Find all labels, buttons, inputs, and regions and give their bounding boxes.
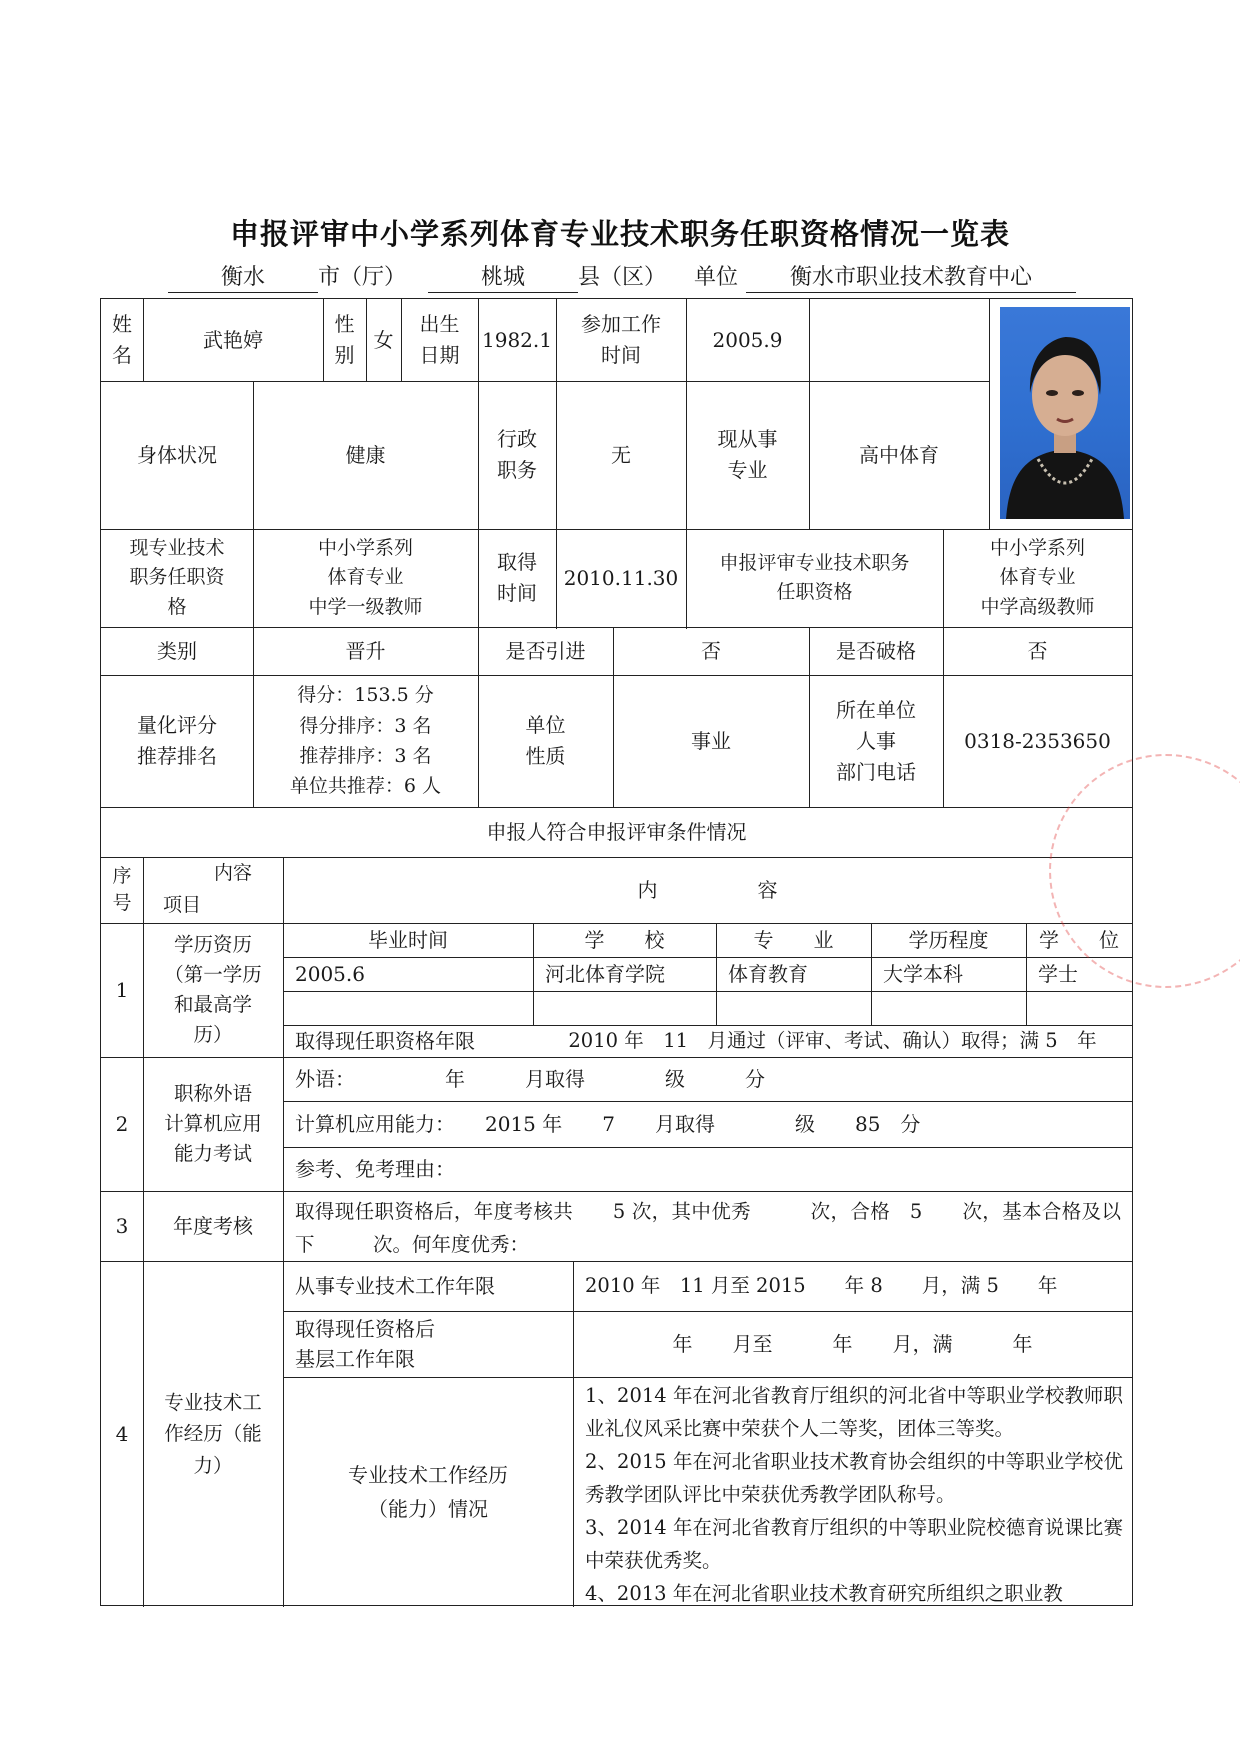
category-value: 晋升 [345, 638, 386, 663]
apply-title-value: 中小学系列 体育专业 中学高级教师 [980, 536, 1095, 618]
unit-nature-label: 单位 性质 [525, 713, 566, 768]
base-work-years-value: 年 月至 年 月，满 年 [672, 1331, 1033, 1356]
qualification-form [100, 298, 1133, 1606]
birth-label: 出生 日期 [419, 312, 460, 367]
degree-value: 学士 [1038, 961, 1078, 986]
base-work-years-label: 取得现任资格后 基层工作年限 [295, 1317, 435, 1371]
portrait-illustration [1000, 307, 1130, 519]
item-2-number: 2 [115, 1111, 129, 1136]
experience-text: 1、2014 年在河北省教育厅组织的河北省中等职业学校教师职业礼仪风采比赛中荣获个人二等奖，团体三等奖。 2、2015 年在河北省职业技术教育协会组织的中等职业学校优秀教学团队评比中荣获优秀教学团队称号。 3、2014 年在河北省教育厅组织的中等职业院校德育说课比赛中荣获优秀奖。 4、2013 年在河北省职业技术教育研究所组织之职业教 [585, 1384, 1123, 1605]
grad-time-value: 2005.6 [295, 961, 365, 986]
name-label: 姓 名 [112, 312, 132, 367]
level-header: 学历程度 [908, 927, 989, 952]
current-title-label: 现专业技术 职务任职资 格 [129, 536, 225, 618]
phone-value: 0318-2353650 [964, 728, 1111, 753]
item-3-name: 年度考核 [173, 1213, 253, 1238]
birth-value: 1982.1 [482, 327, 552, 352]
obtain-date-value: 2010.11.30 [563, 565, 679, 590]
gender-label: 性 别 [334, 312, 355, 367]
score-value: 得分：153.5 分 得分排序：3 名 推荐排序：3 名 单位共推荐：6 人 [289, 684, 442, 798]
admin-label: 行政 职务 [497, 427, 537, 482]
qualification-years-value: 2010 年 11 月通过（评审、考试、确认）取得；满 5 年 [568, 1028, 1097, 1052]
seq-header: 序 号 [112, 865, 132, 914]
city-value: 衡水 [168, 264, 318, 293]
work-start-value: 2005.9 [712, 327, 783, 352]
annual-review-text: 取得现任职资格后，年度考核共 5 次，其中优秀 次，合格 5 次，基本合格及以下 次。何年度优秀： [295, 1200, 1121, 1256]
conditions-section-title: 申报人符合申报评审条件情况 [486, 819, 747, 844]
health-value: 健康 [345, 442, 386, 467]
city-suffix: 市（厅） [318, 265, 407, 290]
content-header: 内 容 [637, 877, 778, 902]
page-title: 申报评审中小学系列体育专业技术职务任职资格情况一览表 [229, 217, 1010, 251]
name-value: 武艳婷 [203, 327, 263, 352]
grad-time-header: 毕业时间 [368, 927, 448, 952]
introduced-value: 否 [701, 638, 721, 663]
school-header: 学 校 [584, 927, 665, 952]
major-label: 现从事 专业 [717, 427, 778, 482]
exemption-line: 参考、免考理由： [295, 1156, 455, 1181]
work-start-label: 参加工作 时间 [581, 312, 661, 367]
experience-label: 专业技术工作经历 （能力）情况 [348, 1463, 508, 1521]
item-header: 项目 [162, 894, 201, 917]
major-header: 专 业 [753, 927, 834, 952]
current-title-value: 中小学系列 体育专业 中学一级教师 [308, 536, 423, 618]
major-value: 高中体育 [859, 442, 939, 467]
exception-value: 否 [1027, 638, 1048, 663]
health-label: 身体状况 [137, 442, 217, 467]
unit-line [168, 264, 1078, 296]
unit-nature-value: 事业 [691, 728, 731, 753]
county-value: 桃城 [428, 264, 578, 293]
computer-skill-line: 计算机应用能力： 2015 年 7 月取得 级 85 分 [295, 1111, 921, 1136]
item-1-number: 1 [115, 977, 129, 1002]
obtain-date-label: 取得 时间 [497, 550, 537, 605]
school-value: 河北体育学院 [545, 961, 665, 986]
major-value-edu: 体育教育 [728, 961, 808, 986]
item-content-header: 内容 [213, 862, 252, 885]
item-3-number: 3 [115, 1213, 129, 1238]
apply-title-label: 申报评审专业技术职务 任职资格 [719, 551, 910, 603]
item-4-number: 4 [115, 1421, 129, 1446]
phone-label: 所在单位 人事 部门电话 [836, 697, 916, 784]
gender-value: 女 [373, 327, 394, 352]
county-suffix: 县（区） [578, 265, 667, 290]
item-4-name: 专业技术工 作经历（能 力） [164, 1391, 262, 1477]
unit-label: 单位 [694, 265, 739, 290]
work-years-label: 从事专业技术工作年限 [295, 1273, 495, 1298]
degree-header: 学 位 [1039, 927, 1119, 952]
exception-label: 是否破格 [836, 638, 916, 663]
item-1-name: 学历资历 （第一学历 和最高学 历） [164, 932, 262, 1047]
category-label: 类别 [157, 638, 197, 663]
introduced-label: 是否引进 [505, 638, 586, 663]
qualification-years-label: 取得现任职资格年限 [295, 1028, 475, 1053]
admin-value: 无 [611, 442, 631, 467]
score-label: 量化评分 推荐排名 [137, 713, 217, 768]
applicant-photo [1000, 307, 1130, 519]
unit-value: 衡水市职业技术教育中心 [746, 264, 1076, 293]
work-years-value: 2010 年 11 月至 2015 年 8 月，满 5 年 [585, 1273, 1058, 1297]
item-2-name: 职称外语 计算机应用 能力考试 [164, 1081, 262, 1166]
foreign-language-line: 外语： 年 月取得 级 分 [295, 1066, 765, 1091]
level-value: 大学本科 [883, 961, 963, 986]
